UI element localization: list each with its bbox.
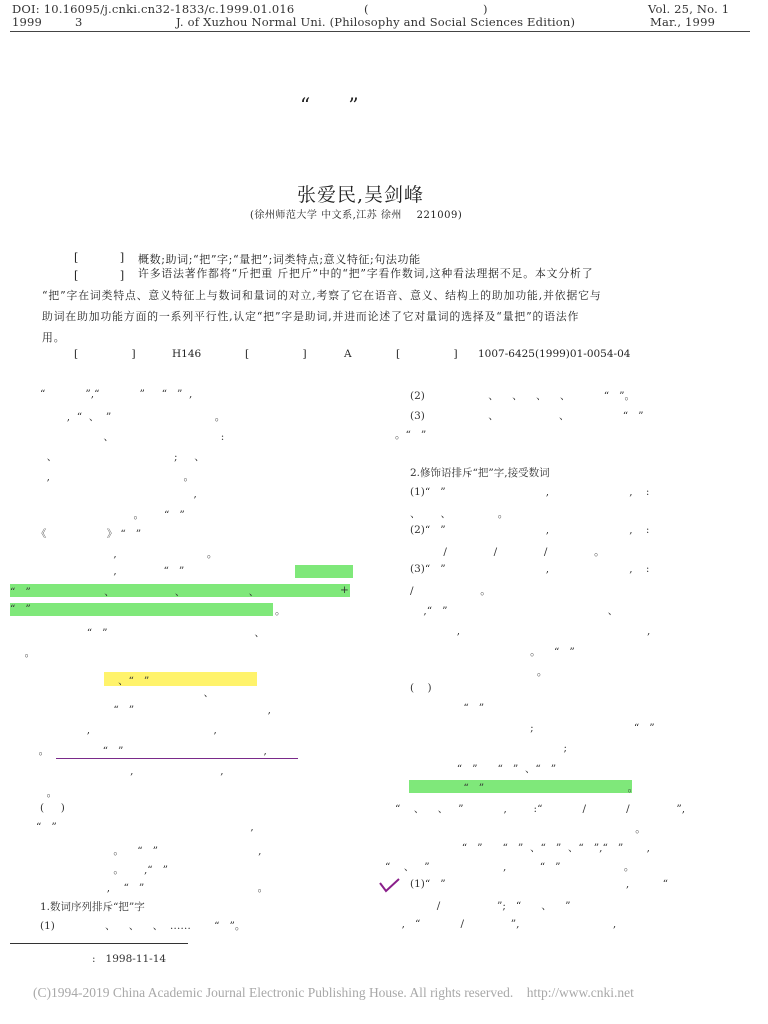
abstract-bracket: [ ] [74,269,125,282]
left-line: , 。 [40,471,195,483]
abstract-line-3: 助词在助加功能方面的一系列平行性,认定“把”字是助词,并进而论述了它对量词的选择及“量把”的语法作 [42,310,580,323]
section-heading: 2.修饰语排斥“把”字,接受数词 [410,467,550,479]
abstract-line-1: 许多语法著作都将“斤把重 斤把斤”中的“把”字看作数词,这种看法理据不足。本文分析了 [138,267,594,280]
right-line: 。 [410,666,548,678]
left-line: 。 [40,787,58,799]
highlight-end-mark: 。 [275,605,286,617]
left-line: , [40,488,197,500]
right-line: (3) 、 、 “ ” [410,410,644,422]
left-line: ( ) [40,802,65,814]
header-year: 1999 [12,15,43,29]
left-line: 。 [18,647,36,659]
left-line: , “ ” [40,565,185,577]
right-line: ,“ ” 、 [410,605,619,617]
left-line: 、 : [40,431,225,443]
highlight-plus: + [340,584,349,596]
left-line: “ ” , [40,704,272,716]
right-line: ; [410,742,568,754]
abstract-line-4: 用。 [42,331,66,344]
doi-line: DOI: 10.16095/j.cnki.cn32-1833/c.1999.01.016 [12,2,295,16]
left-line: , “ ” 。 [40,882,269,894]
journal-name: J. of Xuzhou Normal Uni. (Philosophy and Social Sciences Edition) [176,15,576,29]
article-id: 1007-6425(1999)01-0054-04 [478,348,631,360]
right-line: , , [410,625,651,637]
left-line: , 。 [40,548,218,560]
right-line: 。 [395,823,646,835]
right-line: (1)“ ” , “ [410,878,668,890]
right-line: “ 、 、 ” , :“ / / ”, [395,803,686,815]
left-line: , “ 、 ” 。 [40,411,226,423]
clc-bracket: [ ] [74,348,136,360]
right-line: ; “ ” [410,722,655,734]
left-line: 。 “ ” [40,509,185,521]
keywords-bracket: [ ] [74,251,125,264]
left-line: 。 ,“ ” [40,864,169,876]
green-highlight [295,565,353,578]
affiliation: (徐州师范大学 中文系,江苏 徐州 221009) [250,210,463,221]
purple-underline [56,758,298,759]
right-line: (2)“ ” , , : [410,524,650,536]
copyright-footer: (C)1994-2019 China Academic Journal Electronic Publishing House. All rights reserved. http://www.cnki.net [33,985,634,1000]
right-line: , “ / ”, , [395,918,617,930]
header-paren-right: ) [483,2,488,16]
header-issue: 3 [75,15,83,29]
received-date: : 1998-11-14 [92,953,167,965]
right-line: “ 、 ” , “ ” 。 [385,861,635,873]
article-id-bracket: [ ] [396,348,458,360]
right-line: 、 、 。 [410,508,509,520]
left-line: “ ” , [36,821,254,833]
right-line: (2) 、 、 、 、 “ ”。 [410,390,635,402]
left-line: 、 ; 、 [40,451,205,463]
doc-code: A [344,348,352,360]
right-line: (3)“ ” , , : [410,563,650,575]
left-line: “ ”,“ ” “ ” , [40,388,193,400]
volume-number: Vol. 25, No. 1 [648,2,730,16]
right-line: / ”; “ 、 ” [410,900,571,912]
right-line: “ ” 。 [410,782,639,794]
left-line: , , [40,724,217,736]
left-line: , , [40,765,224,777]
left-line: “ ” [10,603,31,615]
article-title: “ ” [300,93,359,117]
left-line: 、 [40,687,215,699]
left-line: “ ” 、 [40,627,265,639]
footnote-rule [10,943,188,944]
right-line: “ ” “ ” 、“ ” 、“ ”,“ ” , [395,842,650,854]
header-rule [10,31,750,32]
right-line: 。“ ” [395,429,427,441]
section-heading: 1.数词序列排斥“把”字 [40,901,145,913]
highlighted-text: 、“ ” [118,675,150,687]
green-highlight [10,603,273,616]
keywords: 概数;助词;“把”字;“量把”;词类特点;意义特征;句法功能 [138,253,421,266]
header-date: Mar., 1999 [650,15,716,29]
doc-code-bracket: [ ] [245,348,307,360]
clc-number: H146 [172,348,202,360]
right-line: / / / 。 [410,546,605,558]
left-line: (1) 、 、 、 …… “ ”。 [40,920,246,932]
abstract-line-2: “把”字在词类特点、意义特征上与数词和量词的对立,考察了它在语音、意义、结构上的助加功能,并依据它与 [42,289,602,302]
check-mark-icon [378,877,402,895]
right-line: ( ) [410,682,432,694]
left-line: “ ” 、 、 、 [10,586,260,598]
header-paren-left: ( [364,2,369,16]
authors: 张爱民,吴剑峰 [297,184,425,206]
left-line: 。 “ ” , [32,745,267,757]
right-line: / 。 [410,585,491,597]
left-line: 《 》 “ ” [36,528,142,540]
right-line: “ ” “ ” 、“ ” [410,763,557,775]
left-line: 。 “ ” , [40,845,262,857]
right-line: 。 “ ” [410,646,575,658]
right-line: (1)“ ” , , : [410,486,650,498]
right-line: “ ” [410,702,485,714]
